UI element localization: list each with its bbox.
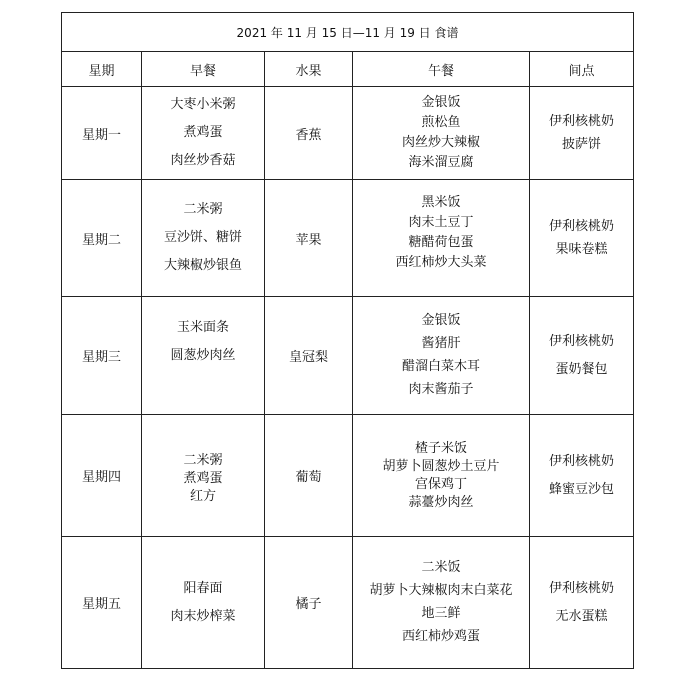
- dish-item: 金银饭: [421, 95, 461, 110]
- header-breakfast: 早餐: [142, 52, 265, 87]
- header-snack: 间点: [530, 52, 634, 87]
- breakfast-cell: [142, 297, 265, 415]
- dish-item: 肉丝炒大辣椒: [401, 135, 480, 150]
- fruit-cell: 葡萄: [265, 415, 353, 537]
- dish-item: 伊利核桃奶: [549, 113, 615, 129]
- dish-item: 红方: [189, 488, 216, 504]
- lunch-cell: [353, 180, 530, 297]
- day-cell: 星期三: [62, 297, 142, 415]
- fruit-cell: 苹果: [265, 180, 353, 297]
- dish-item: 二米饭: [421, 560, 461, 575]
- dish-item: 二米粥: [183, 202, 223, 217]
- fruit-cell: 皇冠梨: [265, 297, 353, 415]
- dish-item: 蒜薹炒肉丝: [408, 494, 474, 510]
- dish-item: 玉米面条: [176, 319, 229, 335]
- dish-item: 豆沙饼、糖饼: [163, 230, 242, 245]
- dish-item: 果味卷糕: [555, 241, 608, 257]
- breakfast-cell: [142, 537, 265, 669]
- dish-item: 伊利核桃奶: [549, 580, 615, 596]
- dish-item: 海米溜豆腐: [408, 155, 474, 170]
- header-fruit: 水果: [265, 52, 353, 87]
- dish-item: 蜂蜜豆沙包: [549, 481, 615, 497]
- dish-item: 蛋奶餐包: [555, 361, 608, 377]
- snack-cell: [530, 180, 634, 297]
- fruit-cell: 香蕉: [265, 87, 353, 180]
- breakfast-cell: [142, 87, 265, 180]
- breakfast-cell: [142, 180, 265, 297]
- menu-table: [61, 12, 634, 669]
- dish-item: 煮鸡蛋: [183, 470, 223, 486]
- dish-item: 煎松鱼: [421, 115, 461, 130]
- title-row: [62, 13, 634, 52]
- header-lunch: 午餐: [353, 52, 530, 87]
- dish-item: 大辣椒炒银鱼: [163, 258, 242, 273]
- dish-item: 圆葱炒肉丝: [170, 347, 236, 363]
- table-row: [62, 180, 634, 297]
- table-row: [62, 415, 634, 537]
- snack-cell: [530, 87, 634, 180]
- dish-item: 西红柿炒大头菜: [395, 255, 487, 270]
- dish-item: 伊利核桃奶: [549, 333, 615, 349]
- day-cell: 星期五: [62, 537, 142, 669]
- table-row: [62, 87, 634, 180]
- dish-item: 肉末炒榨菜: [170, 608, 236, 624]
- dish-item: 胡萝卜圆葱炒土豆片: [382, 458, 500, 474]
- lunch-cell: [353, 87, 530, 180]
- dish-item: 肉末酱茄子: [408, 382, 474, 397]
- dish-item: 伊利核桃奶: [549, 218, 615, 234]
- dish-item: 酱猪肝: [421, 336, 461, 351]
- dish-item: 肉丝炒香菇: [170, 153, 236, 168]
- menu-title: 2021 年 11 月 15 日—11 月 19 日 食谱: [62, 13, 634, 52]
- dish-item: 伊利核桃奶: [549, 453, 615, 469]
- table-row: [62, 297, 634, 415]
- breakfast-cell: [142, 415, 265, 537]
- header-row: [62, 52, 634, 87]
- dish-item: 二米粥: [183, 452, 223, 468]
- dish-item: 宫保鸡丁: [414, 476, 467, 492]
- dish-item: 糖醋荷包蛋: [408, 235, 474, 250]
- dish-item: 披萨饼: [562, 136, 602, 152]
- dish-item: 醋溜白菜木耳: [401, 359, 480, 374]
- day-cell: 星期四: [62, 415, 142, 537]
- header-day: 星期: [62, 52, 142, 87]
- snack-cell: [530, 415, 634, 537]
- lunch-cell: [353, 415, 530, 537]
- lunch-cell: [353, 297, 530, 415]
- dish-item: 胡萝卜大辣椒肉末白菜花: [369, 583, 513, 598]
- dish-item: 地三鲜: [421, 606, 461, 621]
- dish-item: 无水蛋糕: [555, 608, 608, 624]
- dish-item: 煮鸡蛋: [183, 125, 223, 140]
- day-cell: 星期一: [62, 87, 142, 180]
- table-row: [62, 537, 634, 669]
- dish-item: 阳春面: [183, 580, 223, 596]
- dish-item: 黑米饭: [421, 195, 461, 210]
- dish-item: 金银饭: [421, 313, 461, 328]
- dish-item: 肉末土豆丁: [408, 215, 474, 230]
- snack-cell: [530, 297, 634, 415]
- dish-item: 西红柿炒鸡蛋: [401, 629, 480, 644]
- day-cell: 星期二: [62, 180, 142, 297]
- snack-cell: [530, 537, 634, 669]
- lunch-cell: [353, 537, 530, 669]
- dish-item: 楂子米饭: [414, 440, 467, 456]
- dish-item: 大枣小米粥: [170, 97, 236, 112]
- fruit-cell: 橘子: [265, 537, 353, 669]
